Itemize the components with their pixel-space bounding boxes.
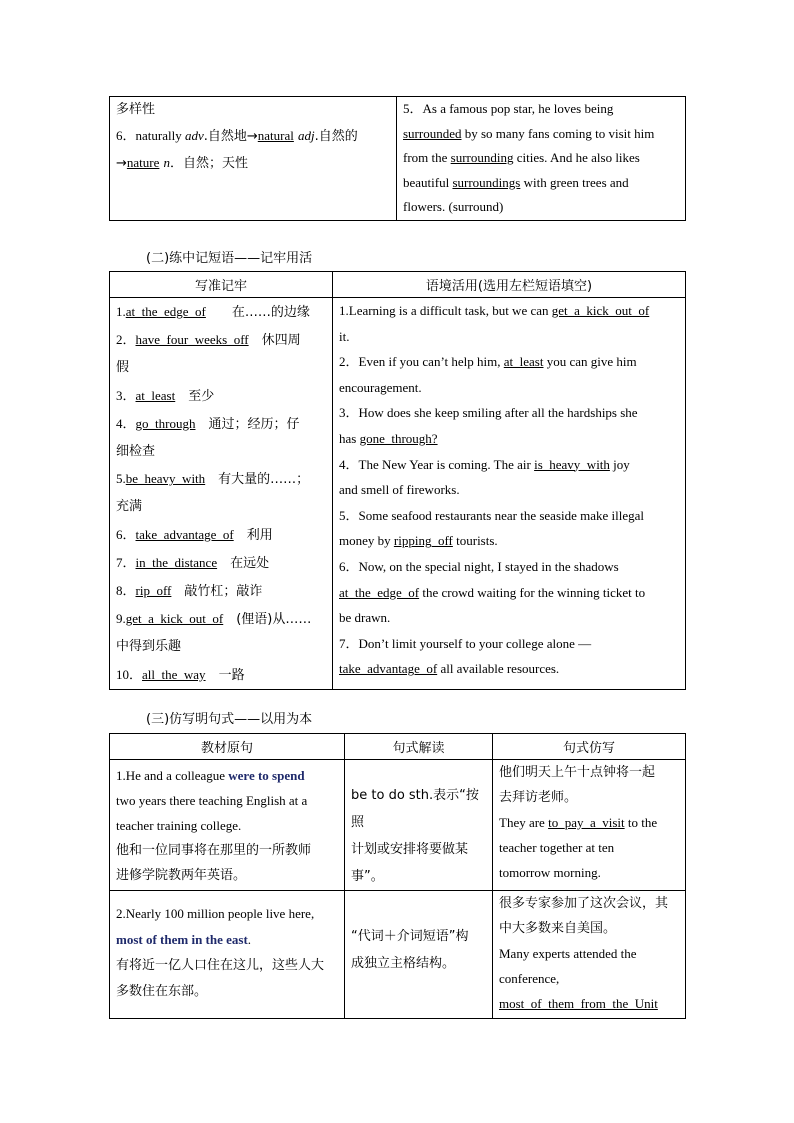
sentences-table [109,733,686,1019]
text-line: 7．Don’t limit yourself to your college alone — [339,635,592,651]
text-line: 6．naturally adv.自然地→natural adj.自然的 [116,128,358,144]
text-line: two years there teaching English at a [116,792,308,808]
text-line: 多样性 [116,102,156,117]
text-line: 4．The New Year is coming. The air is_heavy_with joy [339,456,630,472]
text-line: conference, [499,971,560,986]
text-line: take_advantage_of all available resources. [339,661,560,677]
context-sentences [333,298,686,690]
original-sentence [110,891,345,1019]
text-line: tomorrow morning. [499,865,601,880]
text-line: “代词＋介词短语”构 [351,929,469,944]
phrase-list [110,298,333,690]
text-line: has gone_through? [339,430,438,446]
text-line: 2．Even if you can’t help him, at_least you can give him [339,354,637,370]
text-line: 成独立主格结构。 [351,956,456,971]
pattern-explanation [345,891,493,1019]
text-line: teacher training college. [116,817,242,833]
text-line: 6．Now, on the special night, I stayed in the shadows [339,558,619,574]
text-line: 他们明天上午十点钟将一起 [499,765,656,780]
text-line: most_of_them_from_the_Unit [499,996,658,1011]
text-line: 5．Some seafood restaurants near the seaside make illegal [339,507,645,523]
phrases-table [109,271,686,690]
text-line: 很多专家参加了这次会议，其 [499,896,669,911]
text-line: 1.Learning is a difficult task, but we can get_a_kick_out_of [339,303,650,318]
imitation [493,891,686,1019]
text-line: flowers. (surround) [403,199,504,214]
text-line: from the surrounding cities. And he also likes [403,150,640,165]
phrase-item-cont: 细检查 [116,444,156,460]
text-line: surrounded by so many fans coming to visit him [403,125,655,141]
phrase-item: 6．take_advantage_of 利用 [116,526,273,543]
phrase-item: 5.be_heavy_with 有大量的……； [116,471,310,488]
col-header: 写准记牢 [110,272,333,298]
text-line: 多数住在东部。 [116,984,208,999]
text-line: Many experts attended the [499,946,637,961]
top-right-cell [397,97,686,221]
text-line: 2.Nearly 100 million people live here, [116,906,315,921]
phrase-item: 9.get_a_kick_out_of (俚语)从…… [116,611,312,628]
text-line: →nature n．自然；天性 [116,155,249,171]
phrase-item: 4．go_through 通过；经历；仔 [116,415,300,432]
top-left-cell [110,97,397,221]
phrase-item-cont: 充满 [116,499,143,515]
text-line: beautiful surroundings with green trees and [403,174,629,190]
text-line: 5．As a famous pop star, he loves being [403,101,614,116]
text-line: 1.He and a colleague were to spend [116,767,305,783]
text-line: 他和一位同事将在那里的一所教师 [116,842,312,858]
phrase-item: 3．at_least 至少 [116,387,215,404]
text-line: be drawn. [339,610,391,626]
text-line: 3．How does she keep smiling after all the hardships she [339,405,638,421]
text-line: most of them in the east. [116,932,252,947]
section2-heading: (二)练中记短语——记牢用活 [146,251,313,266]
text-line: 有将近一亿人口住在这儿，这些人大 [116,958,325,973]
text-line: be to do sth.表示“按照 [351,788,479,830]
text-line: 事”。 [351,869,384,884]
phrase-item: 2．have_four_weeks_off 休四周 [116,332,301,349]
col-header: 语境活用(选用左栏短语填空) [333,272,686,298]
pattern-explanation [345,760,493,891]
text-line: teacher together at ten [499,840,615,855]
section3-heading: (三)仿写明句式——以用为本 [146,712,313,727]
phrase-item: 1.at_the_edge_of 在……的边缘 [116,304,310,320]
text-line: encouragement. [339,379,422,395]
text-line: money by ripping_off tourists. [339,533,498,549]
imitation [493,760,686,891]
phrase-item: 10．all_the_way 一路 [116,666,245,683]
phrase-item: 8．rip_off 敲竹杠；敲诈 [116,583,263,600]
text-line: it. [339,328,350,344]
col-header: 教材原句 [110,734,345,760]
phrase-item-cont: 中得到乐趣 [116,639,182,655]
col-header: 句式仿写 [493,734,686,760]
text-line: at_the_edge_of the crowd waiting for the winning ticket to [339,584,646,600]
col-header: 句式解读 [345,734,493,760]
original-sentence [110,760,345,891]
text-line: 去拜访老师。 [499,790,578,805]
text-line: and smell of fireworks. [339,482,460,498]
text-line: 中大多数来自美国。 [499,921,617,936]
top-table [109,96,686,221]
phrase-item: 7．in_the_distance 在远处 [116,554,270,571]
text-line: They are to_pay_a_visit to the [499,815,658,830]
text-line: 计划或安排将要做某 [351,842,469,857]
text-line: 进修学院教两年英语。 [116,867,247,883]
phrase-item-cont: 假 [116,360,130,376]
